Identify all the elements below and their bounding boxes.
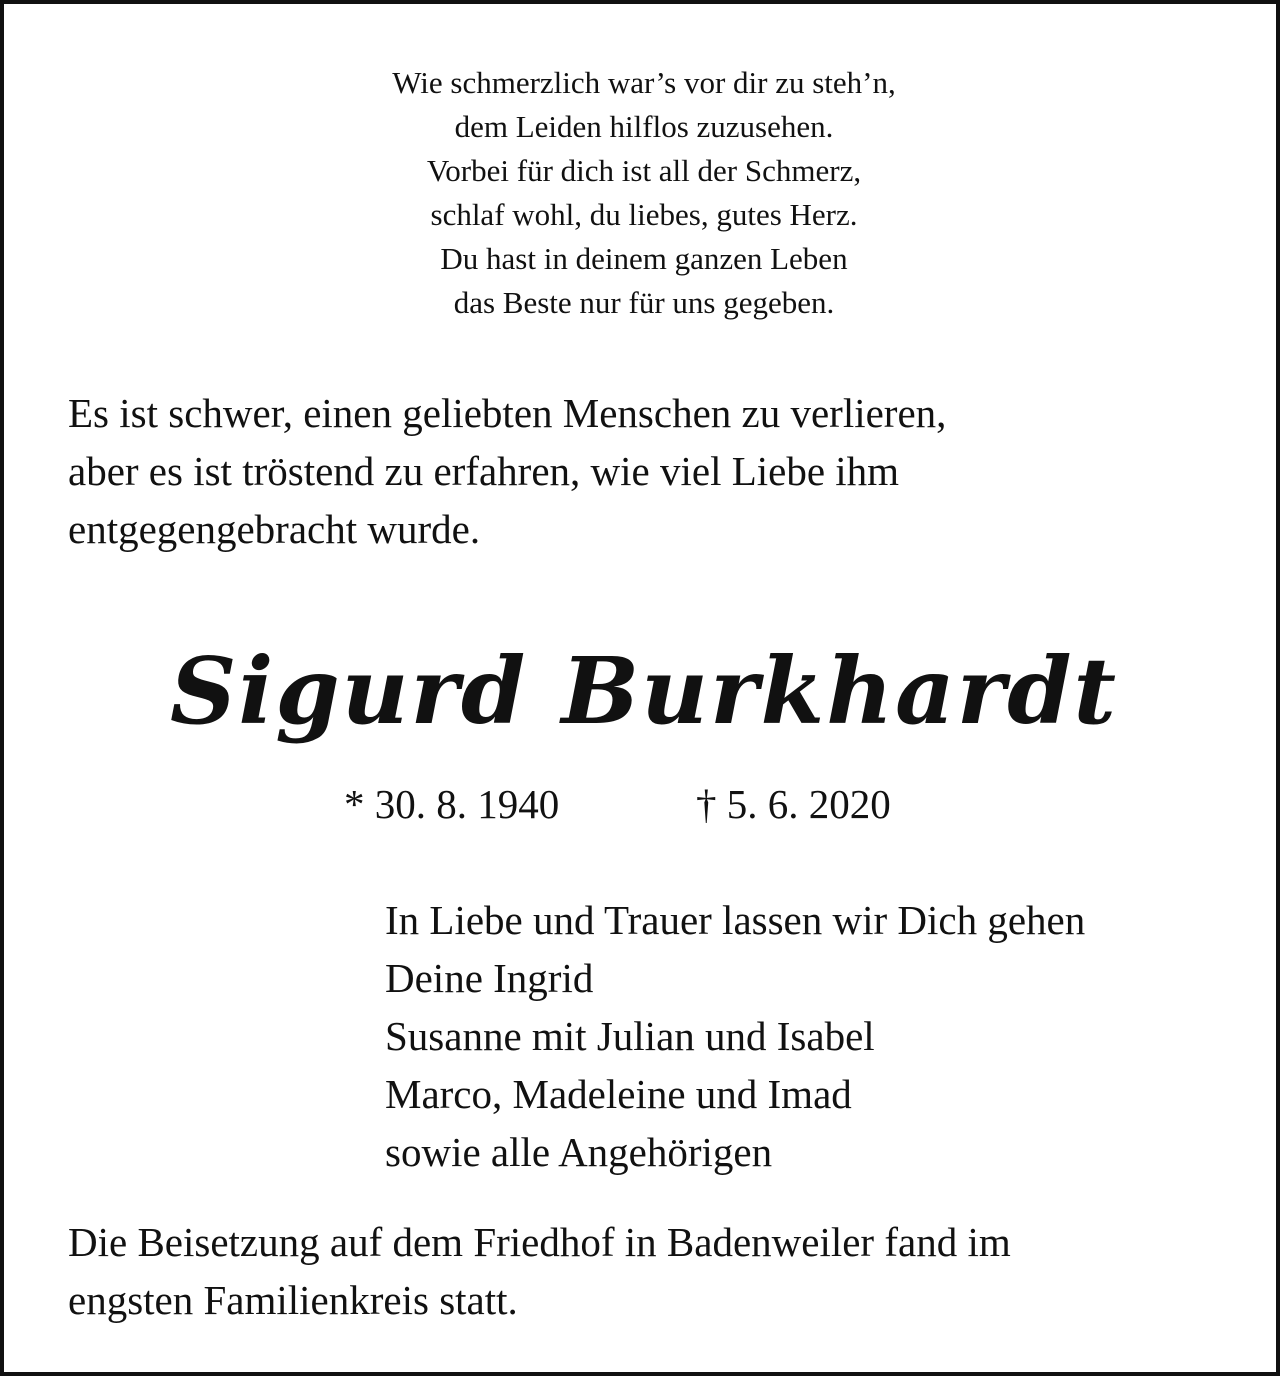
deceased-name: Sigurd Burkhardt — [169, 637, 1119, 745]
family-line: Deine Ingrid — [385, 955, 594, 1001]
poem-line: Du hast in deinem ganzen Leben — [440, 241, 848, 276]
family-line: sowie alle Angehörigen — [385, 1129, 773, 1175]
family-line: Marco, Madeleine und Imad — [385, 1071, 852, 1117]
intro-text — [68, 384, 1248, 558]
family-line: In Liebe und Trauer lassen wir Dich gehen — [385, 897, 1086, 943]
death-date: † 5. 6. 2020 — [696, 781, 891, 827]
memorial-poem — [4, 61, 1280, 325]
intro-line: entgegengebracht wurde. — [68, 506, 481, 552]
intro-line: aber es ist tröstend zu erfahren, wie viel Liebe ihm — [68, 448, 900, 494]
poem-line: Wie schmerzlich war’s vor dir zu steh’n, — [392, 65, 896, 100]
intro-line: Es ist schwer, einen geliebten Menschen zu verlieren, — [68, 390, 947, 436]
poem-line: das Beste nur für uns gegeben. — [453, 285, 835, 320]
family-line: Susanne mit Julian und Isabel — [385, 1013, 875, 1059]
closing-line: engsten Familienkreis statt. — [68, 1277, 518, 1323]
burial-notice — [68, 1213, 1248, 1329]
birth-date: * 30. 8. 1940 — [344, 781, 560, 827]
poem-line: Vorbei für dich ist all der Schmerz, — [426, 153, 862, 188]
closing-line: Die Beisetzung auf dem Friedhof in Badenweiler fand im — [68, 1219, 1011, 1265]
poem-line: schlaf wohl, du liebes, gutes Herz. — [430, 197, 858, 232]
family-signature — [385, 891, 1265, 1181]
poem-line: dem Leiden hilflos zuzusehen. — [454, 109, 834, 144]
